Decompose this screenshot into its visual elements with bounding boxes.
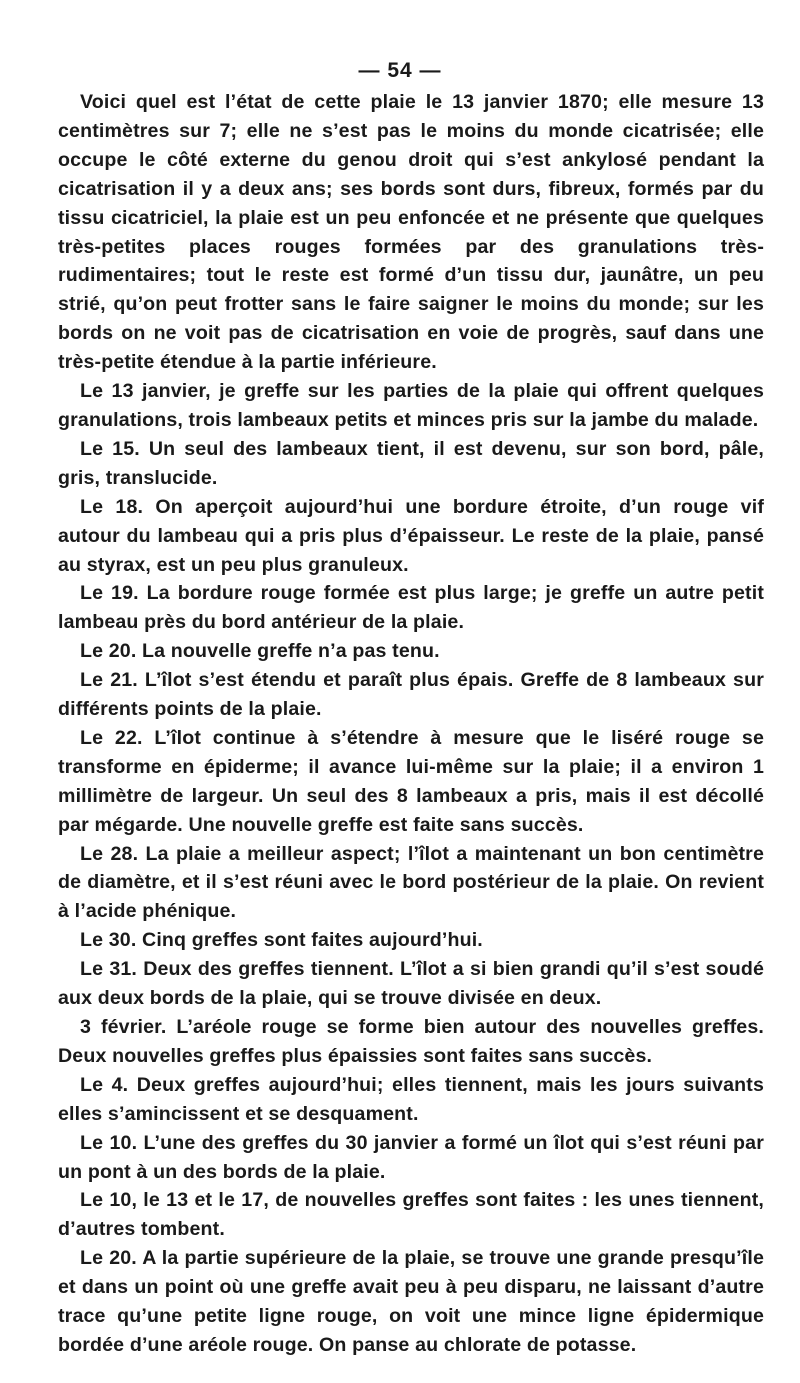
paragraph: Le 18. On aperçoit aujourd’hui une bordure étroite, d’un rouge vif autour du lambeau qui a pris plus d’épaisseur. Le reste de la plaie, pansé au styrax, est un peu plus granuleux.: [58, 495, 764, 576]
paragraph: 3 février. L’aréole rouge se forme bien autour des nouvelles greffes. Deux nouvelles greffes plus épaissies sont faites sans succès.: [58, 1016, 764, 1067]
paragraph: Le 30. Cinq greffes sont faites aujourd’hui.: [80, 929, 483, 952]
paragraph: Le 19. La bordure rouge formée est plus large; je greffe un autre petit lambeau près du bord antérieur de la plaie.: [58, 582, 764, 634]
paragraph: Voici quel est l’état de cette plaie le 13 janvier 1870; elle mesure 13 centimètres sur 7; elle ne s’est pas le moins du monde cicatrisée; elle occupe le côté externe du genou droit qui s’est ankylosé pendant la cicatrisation il y a deux ans; ses bords sont durs, fibreux, formés par du tissu cicatriciel, la plaie est un peu enfoncée et ne présente que quelques très-petites places rouges formées par des granulations très-rudimentaires; tout le reste est formé d’un tissu dur, jaunâtre, un peu strié, qu’on peut frotter sans le faire saigner le moins du monde; sur les bords on ne voit pas de cicatrisation en voie de progrès, sauf dans une très-petite étendue à la partie inférieure.: [58, 91, 764, 374]
paragraph: Le 20. A la partie supérieure de la plaie, se trouve une grande presqu’île et dans un point où une greffe avait peu à peu disparu, ne laissant d’autre trace qu’une petite ligne rouge, on voit une mince ligne épidermique bordée d’une aréole rouge. On panse au chlorate de potasse.: [58, 1247, 764, 1356]
paragraph: Le 15. Un seul des lambeaux tient, il est devenu, sur son bord, pâle, gris, translucide.: [58, 437, 764, 489]
paragraph: Le 22. L’îlot continue à s’étendre à mesure que le liséré rouge se transforme en épiderme; il avance lui-même sur la plaie; il a environ 1 millimètre de largeur. Un seul des 8 lambeaux a pris, mais il est décollé par mégarde. Une nouvelle greffe est faite sans succès.: [58, 726, 764, 836]
paragraph: Le 4. Deux greffes aujourd’hui; elles tiennent, mais les jours suivants elles s’amincissent et se desquament.: [58, 1073, 764, 1125]
paragraph: Le 31. Deux des greffes tiennent. L’îlot a si bien grandi qu’il s’est soudé aux deux bords de la plaie, qui se trouve divisée en deux.: [58, 958, 764, 1010]
paragraph: Le 10, le 13 et le 17, de nouvelles greffes sont faites : les unes tiennent, d’autres tombent.: [58, 1189, 764, 1241]
paragraph: Le 21. L’îlot s’est étendu et paraît plus épais. Greffe de 8 lambeaux sur différents points de la plaie.: [58, 669, 764, 721]
paragraph: Le 10. L’une des greffes du 30 janvier a formé un îlot qui s’est réuni par un pont à un des bords de la plaie.: [58, 1131, 764, 1183]
paragraph: Le 28. La plaie a meilleur aspect; l’îlot a maintenant un bon centimètre de diamètre, et il s’est réuni avec le bord postérieur de la plaie. On revient à l’acide phénique.: [58, 842, 764, 923]
paragraph: Le 13 janvier, je greffe sur les parties de la plaie qui offrent quelques granulations, trois lambeaux petits et minces pris sur la jambe du malade.: [58, 380, 764, 431]
page-number: — 54 —: [358, 59, 442, 82]
body-text: [58, 88, 764, 1360]
paragraph: Le 20. La nouvelle greffe n’a pas tenu.: [80, 640, 440, 663]
